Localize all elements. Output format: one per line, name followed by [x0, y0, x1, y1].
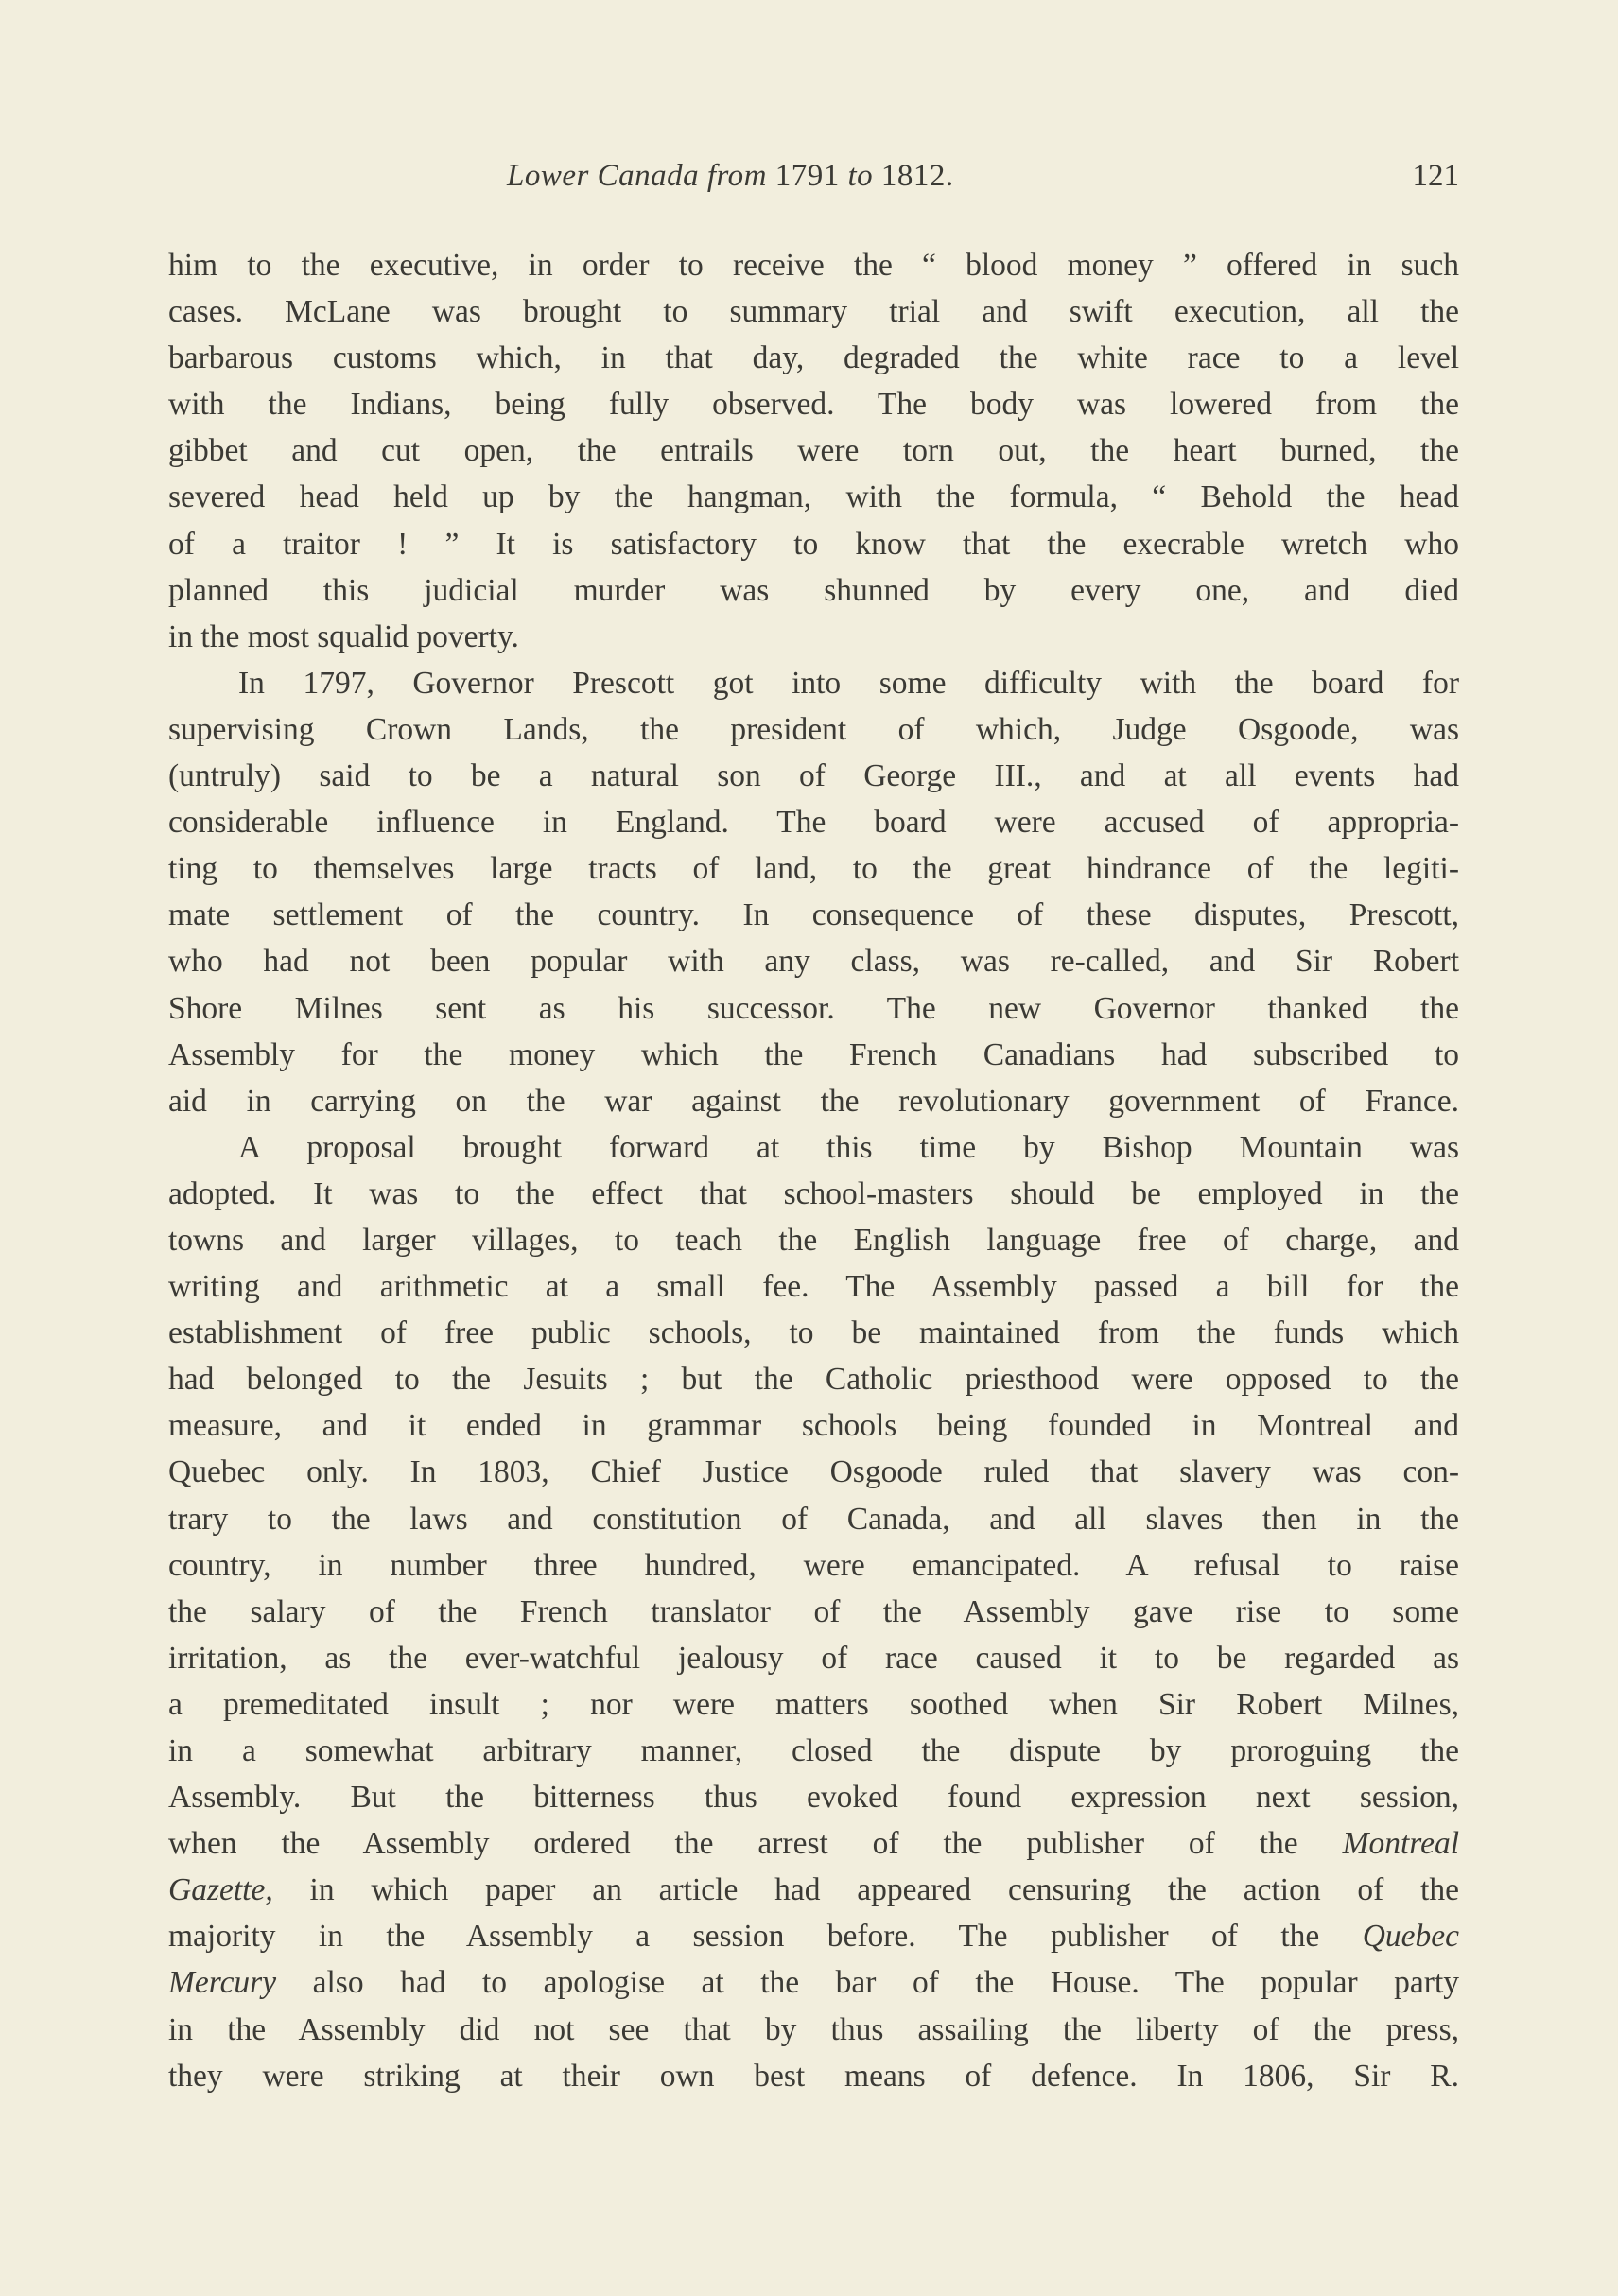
text-line: planned this judicial murder was shunned by every one, and died	[168, 572, 1459, 608]
text-line: barbarous customs which, in that day, degraded the white race to a level	[168, 340, 1459, 376]
text-line	[168, 1820, 1459, 1867]
title-part: Lower Canada from	[507, 159, 767, 193]
text-line: writing and arithmetic at a small fee. The Assembly passed a bill for the	[168, 1269, 1459, 1305]
newspaper-title: Mercury	[168, 1965, 277, 2001]
text-line: considerable influence in England. The board were accused of appropria-	[168, 805, 1459, 841]
text-span: also had to apologise at the bar of the House. The popular party	[312, 1965, 1460, 2001]
text-line: mate settlement of the country. In consequence of these disputes, Prescott,	[168, 897, 1459, 933]
text-line: in a somewhat arbitrary manner, closed the dispute by proroguing the	[168, 1733, 1459, 1768]
text-line: trary to the laws and constitution of Canada, and all slaves then in the	[168, 1501, 1459, 1537]
text-line: with the Indians, being fully observed. The body was lowered from the	[168, 387, 1459, 423]
text-line: ting to themselves large tracts of land, to the great hindrance of the legiti-	[168, 851, 1459, 887]
text-line: had belonged to the Jesuits ; but the Catholic priesthood were opposed to the	[168, 1362, 1459, 1398]
text-line: irritation, as the ever-watchful jealousy of race caused it to be regarded as	[168, 1640, 1459, 1676]
text-line: in the Assembly did not see that by thus assailing the liberty of the press,	[168, 2011, 1459, 2047]
text-line: establishment of free public schools, to be maintained from the funds which	[168, 1315, 1459, 1351]
text-line: him to the executive, in order to receive the “ blood money ” offered in such	[168, 248, 1459, 283]
text-line: Shore Milnes sent as his successor. The new Governor thanked the	[168, 990, 1459, 1026]
text-line: country, in number three hundred, were emancipated. A refusal to raise	[168, 1547, 1459, 1583]
text-line: Assembly. But the bitterness thus evoked found expression next session,	[168, 1780, 1459, 1816]
text-line: cases. McLane was brought to summary trial and swift execution, all the	[168, 294, 1459, 330]
text-line: Quebec only. In 1803, Chief Justice Osgoode ruled that slavery was con-	[168, 1454, 1459, 1490]
text-span: in which paper an article had appeared censuring the action of the	[309, 1872, 1459, 1908]
text-line: In 1797, Governor Prescott got into some difficulty with the board for	[238, 665, 1459, 701]
text-line: the salary of the French translator of the Assembly gave rise to some	[168, 1593, 1459, 1629]
text-line: of a traitor ! ” It is satisfactory to know that the execrable wretch who	[168, 526, 1459, 562]
text-line: adopted. It was to the effect that school-masters should be employed in the	[168, 1175, 1459, 1211]
text-line	[168, 1913, 1459, 1959]
text-line: in the most squalid poverty.	[168, 618, 519, 654]
newspaper-title: Quebec	[1362, 1919, 1459, 1955]
text-line: they were striking at their own best means of defence. In 1806, Sir R.	[168, 2058, 1459, 2094]
text-line: (untruly) said to be a natural son of George III., and at all events had	[168, 758, 1459, 794]
title-year-start: 1791	[774, 159, 840, 193]
text-line	[168, 1867, 1459, 1913]
text-span: when the Assembly ordered the arrest of the publisher of the	[168, 1826, 1298, 1862]
text-line: severed head held up by the hangman, with the formula, “ Behold the head	[168, 479, 1459, 515]
newspaper-title: Gazette,	[168, 1872, 273, 1908]
text-span: majority in the Assembly a session before. The publisher of the	[168, 1919, 1320, 1955]
text-line: Assembly for the money which the French Canadians had subscribed to	[168, 1036, 1459, 1072]
text-line: who had not been popular with any class, was re-called, and Sir Robert	[168, 944, 1459, 980]
text-line	[168, 1959, 1459, 2006]
text-line: towns and larger villages, to teach the English language free of charge, and	[168, 1222, 1459, 1258]
text-line: supervising Crown Lands, the president of which, Judge Osgoode, was	[168, 711, 1459, 747]
text-line: gibbet and cut open, the entrails were torn out, the heart burned, the	[168, 433, 1459, 469]
title-part: to	[847, 159, 874, 193]
text-line: measure, and it ended in grammar schools being founded in Montreal and	[168, 1408, 1459, 1444]
text-line: aid in carrying on the war against the revolutionary government of France.	[168, 1083, 1459, 1119]
page-number: 121	[1412, 159, 1459, 193]
title-year-end: 1812.	[880, 159, 954, 193]
running-header	[168, 159, 1459, 206]
text-line: A proposal brought forward at this time by Bishop Mountain was	[238, 1129, 1459, 1165]
newspaper-title: Montreal	[1342, 1826, 1459, 1862]
running-title	[507, 159, 954, 194]
text-line: a premeditated insult ; nor were matters soothed when Sir Robert Milnes,	[168, 1686, 1459, 1722]
body-text	[168, 242, 1459, 2099]
